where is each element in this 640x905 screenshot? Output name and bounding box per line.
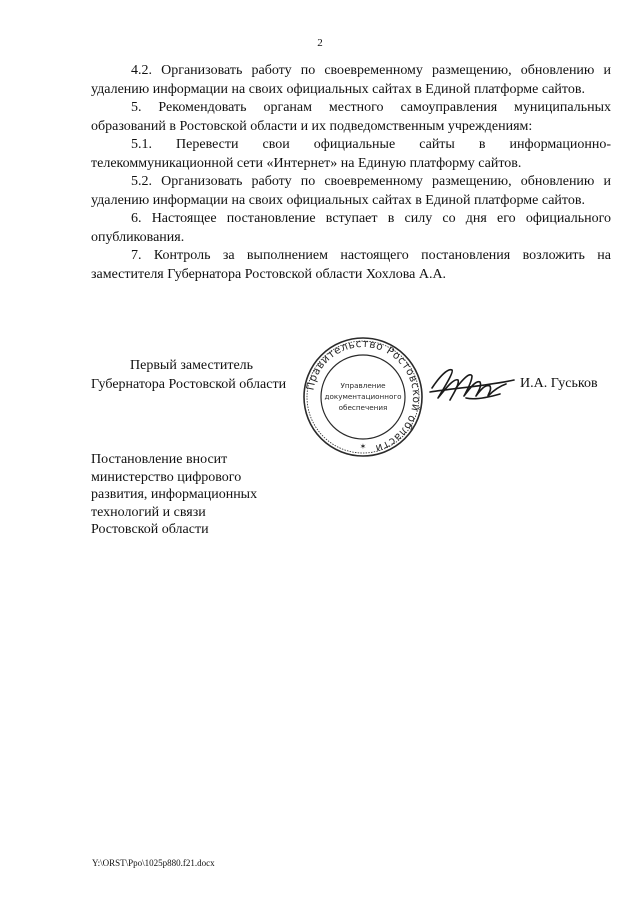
official-seal-stamp: [302, 336, 424, 458]
signatory-position-line2: Губернатора Ростовской области: [91, 376, 287, 392]
submitter-line: развития, информационных: [91, 487, 258, 502]
stamp-outer-text: Правительство Ростовской области: [304, 337, 423, 455]
document-body: [91, 62, 611, 284]
submitter-line: Постановление вносит: [91, 452, 228, 467]
paragraph-5: 5. Рекомендовать органам местного самоуправления муниципальных образований в Ростовской области и их подведомственным учреждениям:: [91, 100, 611, 134]
stamp-inner-line2: документационного: [324, 392, 402, 401]
stamp-inner-line3: обеспечения: [338, 403, 388, 412]
submitter-line: министерство цифрового: [91, 469, 242, 485]
stamp-inner-line1: Управление: [340, 381, 386, 390]
handwritten-signature: [426, 358, 518, 410]
document-file-path: Y:\ORST\Ppo\1025p880.f21.docx: [92, 858, 215, 868]
paragraph-6: 6. Настоящее постановление вступает в силу со дня его официального опубликования.: [91, 211, 611, 245]
submitter-line: Ростовской области: [91, 522, 209, 537]
signatory-name: И.А. Гуськов: [520, 376, 598, 391]
paragraph-5-1: 5.1. Перевести свои официальные сайты в информационно-телекоммуникационной сети «Интернет» на Единую платформу сайтов.: [91, 137, 611, 171]
submitter-note: [91, 451, 291, 539]
paragraph-4-2: 4.2. Организовать работу по своевременному размещению, обновлению и удалению информации на своих официальных сайтах в Единой платформе сайтов.: [91, 63, 611, 97]
signatory-position: [91, 357, 311, 394]
signatory-position-line1: Первый заместитель: [130, 358, 254, 373]
stamp-star-icon: ✶: [359, 442, 367, 451]
page-number: 2: [317, 37, 323, 49]
paragraph-5-2: 5.2. Организовать работу по своевременному размещению, обновлению и удалению информации на своих официальных сайтах в Единой платформе сайтов.: [91, 174, 611, 208]
submitter-line: технологий и связи: [91, 504, 206, 520]
paragraph-7: 7. Контроль за выполнением настоящего постановления возложить на заместителя Губернатора Ростовской области Хохлова А.А.: [91, 248, 611, 282]
